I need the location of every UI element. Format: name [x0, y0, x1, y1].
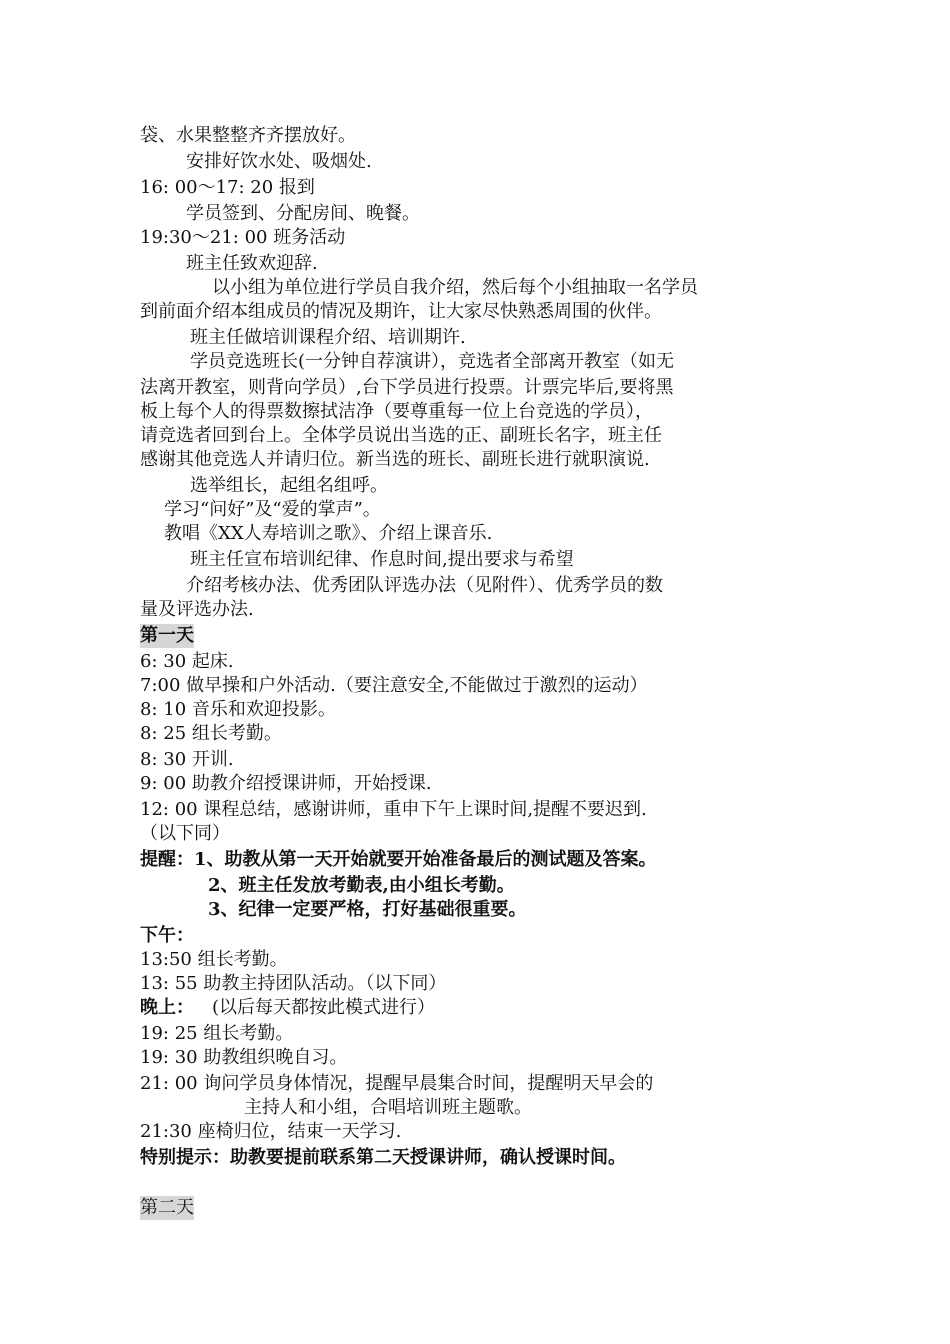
schedule-item: 19: 25 组长考勤。 — [140, 1023, 294, 1044]
paragraph-line: 请竞选者回到台上。全体学员说出当选的正、副班长名字，班主任 — [140, 425, 662, 446]
schedule-item: 8: 30 开训. — [140, 749, 234, 770]
schedule-item: 19: 30 助教组织晚自习。 — [140, 1047, 348, 1068]
schedule-time-line: 16: 00～17: 20 报到 — [140, 177, 315, 198]
paragraph-line: 教唱《XX人寿培训之歌》、介绍上课音乐. — [164, 523, 493, 544]
reminder-line: 2、班主任发放考勤表,由小组长考勤。 — [208, 875, 515, 896]
paragraph-line: 学习“问好”及“爱的掌声”。 — [164, 499, 381, 520]
paragraph-line: 法离开教室，则背向学员）,台下学员进行投票。计票完毕后,要将黑 — [140, 377, 674, 398]
paragraph-line: 学员签到、分配房间、晚餐。 — [186, 203, 420, 224]
paragraph-line: 板上每个人的得票数擦拭洁净（要尊重每一位上台竞选的学员）， — [140, 401, 653, 422]
paragraph-line: 安排好饮水处、吸烟处. — [186, 151, 372, 172]
paragraph-line: 选举组长，起组名组呼。 — [190, 475, 388, 496]
schedule-item: 7:00 做早操和户外活动.（要注意安全,不能做过于激烈的运动） — [140, 675, 648, 696]
paragraph-line: 班主任致欢迎辞. — [186, 253, 318, 274]
paragraph-line: 介绍考核办法、优秀团队评选办法（见附件）、优秀学员的数 — [186, 575, 663, 596]
schedule-item: 8: 25 组长考勤。 — [140, 723, 282, 744]
schedule-item: 6: 30 起床. — [140, 651, 234, 672]
afternoon-heading: 下午： — [140, 925, 194, 946]
schedule-item: 12: 00 课程总结，感谢讲师，重申下午上课时间,提醒不要迟到. — [140, 799, 647, 820]
special-tip: 特别提示：助教要提前联系第二天授课讲师，确认授课时间。 — [140, 1147, 626, 1168]
schedule-time-line: 19:30～21: 00 班务活动 — [140, 227, 346, 248]
section-heading-day-one: 第一天 — [140, 625, 194, 646]
schedule-item-note: （以下同） — [140, 823, 230, 844]
paragraph-line: 班主任宣布培训纪律、作息时间,提出要求与希望 — [190, 549, 574, 570]
paragraph-line: 以小组为单位进行学员自我介绍，然后每个小组抽取一名学员 — [212, 277, 698, 298]
schedule-item: 13:50 组长考勤。 — [140, 949, 288, 970]
paragraph-line: 班主任做培训课程介绍、培训期许. — [190, 327, 466, 348]
schedule-item: 9: 00 助教介绍授课讲师，开始授课. — [140, 773, 432, 794]
evening-heading: 晚上： — [140, 997, 194, 1018]
schedule-item: 8: 10 音乐和欢迎投影。 — [140, 699, 336, 720]
paragraph-line: 量及评选办法. — [140, 599, 254, 620]
schedule-item: 21: 00 询问学员身体情况，提醒早晨集合时间，提醒明天早会的 — [140, 1073, 654, 1094]
section-heading-day-two: 第二天 — [140, 1197, 194, 1218]
paragraph-line: 学员竞选班长(一分钟自荐演讲），竞选者全部离开教室（如无 — [190, 351, 675, 372]
paragraph-line: 感谢其他竞选人并请归位。新当选的班长、副班长进行就职演说. — [140, 449, 650, 470]
paragraph-line: 到前面介绍本组成员的情况及期许，让大家尽快熟悉周围的伙伴。 — [140, 301, 662, 322]
evening-note: (以后每天都按此模式进行） — [212, 997, 436, 1018]
reminder-line: 提醒：1、助教从第一天开始就要开始准备最后的测试题及答案。 — [140, 849, 657, 870]
schedule-item: 21:30 座椅归位，结束一天学习. — [140, 1121, 402, 1142]
schedule-item: 13: 55 助教主持团队活动。（以下同） — [140, 973, 447, 994]
reminder-line: 3、纪律一定要严格，打好基础很重要。 — [208, 899, 527, 920]
paragraph-line: 袋、水果整整齐齐摆放好。 — [140, 125, 356, 146]
schedule-item-continued: 主持人和小组，合唱培训班主题歌。 — [244, 1097, 532, 1118]
